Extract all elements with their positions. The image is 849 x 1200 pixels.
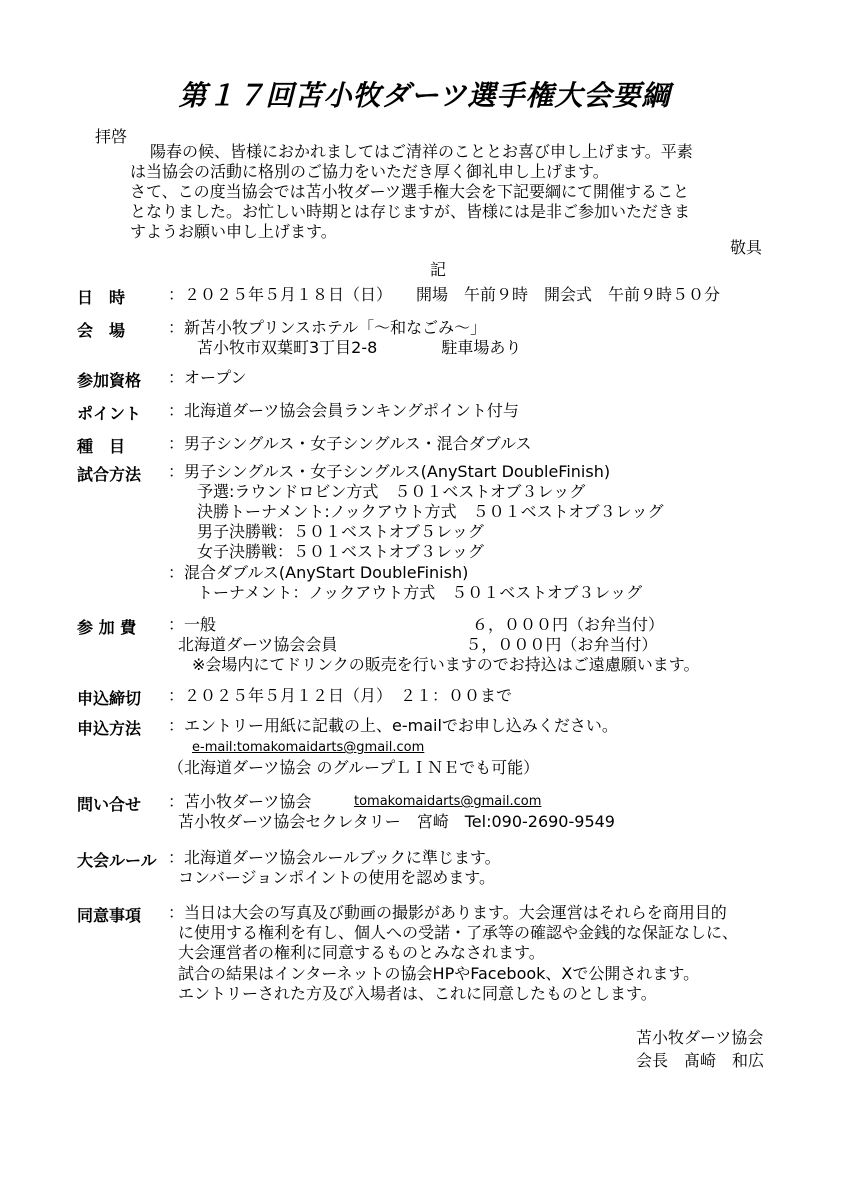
apply-label: 申込方法 [77,719,142,738]
closing-text: 敬具 [730,238,763,257]
consent-line: エントリーされた方及び入場者は、これに同意したものとします。 [178,984,657,1003]
signature-org: 苫小牧ダーツ協会 [636,1028,764,1047]
greeting-text: 拝啓 [95,127,128,146]
format-line: トーナメント：ノックアウト方式 ５０１ベストオブ３レッグ [197,583,643,602]
signature-name: 会長 髙崎 和広 [636,1051,765,1070]
fee-note: ※会場内にてドリンクの販売を行いますのでお持込はご遠慮願います。 [192,655,700,674]
consent-line: 試合の結果はインターネットの協会HPやFacebook、Xで公開されます。 [178,964,700,983]
intro-line: となりました。お忙しい時期とは存じますが、皆様には是非ご参加いただきま [130,202,691,221]
eligibility-value: ：オープン [168,368,247,387]
rules-line: コンバージョンポイントの使用を認めます。 [178,868,495,887]
intro-line: すようお願い申し上げます。 [130,222,337,241]
fee-line: 北海道ダーツ協会会員 ５，０００円（お弁当付） [178,635,658,654]
date-value: ：２０２５年５月１８日（日） 開場 午前９時 開会式 午前９時５０分 [168,285,721,304]
intro-line: さて、この度当協会では苫小牧ダーツ選手権大会を下記要綱にて開催すること [130,182,690,201]
rules-label: 大会ルール [77,851,157,870]
apply-line-note: （北海道ダーツ協会 のグループＬＩＮＥでも可能） [168,758,540,777]
contact-label: 問い合せ [77,795,142,814]
points-value: ：北海道ダーツ協会会員ランキングポイント付与 [168,401,519,420]
fee-label: 参 加 費 [77,618,137,637]
format-line: 女子決勝戦：５０１ベストオブ３レッグ [197,542,484,561]
consent-line: ：当日は大会の写真及び動画の撮影があります。大会運営はそれらを商用目的 [168,903,727,922]
fee-line: ：一般 ６，０００円（お弁当付） [168,615,665,634]
format-line: ：男子シングルス・女子シングルス(AnyStart DoubleFinish) [168,462,611,481]
venue-value: ：新苫小牧プリンスホテル「～和なごみ～」 [168,318,487,337]
format-line: 男子決勝戦：５０１ベストオブ５レッグ [197,522,484,541]
contact-person: 苫小牧ダーツ協会セクレタリー 宮崎 Tel:090-2690-9549 [178,812,615,831]
intro-line: は当協会の活動に格別のご協力をいただき厚く御礼申し上げます。 [130,162,609,181]
events-label: 種 目 [77,437,126,456]
consent-label: 同意事項 [77,906,142,925]
consent-line: 大会運営者の権利に同意するものとみなされます。 [178,943,545,962]
date-label: 日 時 [77,288,126,307]
eligibility-label: 参加資格 [77,371,142,390]
format-line: 予選:ラウンドロビン方式 ５０１ベストオブ３レッグ [197,482,586,501]
events-value: ：男子シングルス・女子シングルス・混合ダブルス [168,434,532,453]
apply-email-link[interactable]: e-mail:tomakomaidarts@gmail.com [192,740,425,755]
format-line: ：混合ダブルス(AnyStart DoubleFinish) [168,563,469,582]
apply-value: ：エントリー用紙に記載の上、e-mailでお申し込みください。 [168,716,618,735]
document-title: 第１７回苫小牧ダーツ選手権大会要綱 [178,79,671,112]
contact-org: ：苫小牧ダーツ協会 [168,792,312,811]
deadline-label: 申込締切 [77,689,142,708]
format-label: 試合方法 [77,465,142,484]
rules-line: ：北海道ダーツ協会ルールブックに準じます。 [168,848,501,867]
deadline-value: ：２０２５年５月１２日（月） ２１：００まで [168,686,513,705]
consent-line: に使用する権利を有し、個人への受諾・了承等の確認や金銭的な保証なしに、 [178,923,739,942]
venue-label: 会 場 [77,321,126,340]
intro-line: 陽春の候、皆様におかれましてはご清祥のこととお喜び申し上げます。平素 [150,142,693,161]
ki-heading: 記 [430,260,447,279]
format-line: 決勝トーナメント:ノックアウト方式 ５０１ベストオブ３レッグ [197,502,664,521]
contact-email-link[interactable]: tomakomaidarts@gmail.com [354,794,542,809]
points-label: ポイント [77,404,142,423]
venue-address: 苫小牧市双葉町3丁目2-8 駐車場あり [197,338,522,357]
